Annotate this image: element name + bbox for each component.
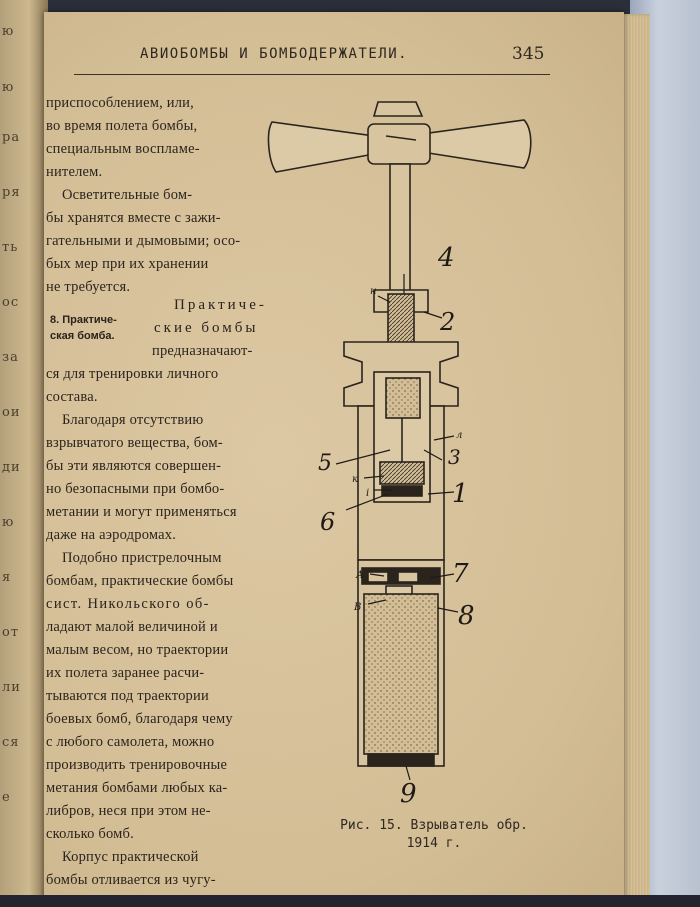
text-line: боевых бомб, благодаря чему: [46, 711, 233, 727]
label-2: 2: [440, 308, 456, 336]
label-1: 1: [452, 479, 469, 509]
label-9: 9: [400, 779, 417, 809]
prev-page-fragment: ю: [2, 80, 15, 95]
figure-caption: [314, 817, 554, 852]
text-line: Осветительные бом-: [62, 187, 193, 203]
label-i: i: [366, 488, 370, 499]
text-line: их полета заранее расчи-: [46, 665, 205, 681]
prev-page-fragment: ть: [2, 240, 19, 255]
text-line: не требуется.: [46, 279, 131, 295]
text-line: бы хранятся вместе с зажи-: [46, 210, 221, 226]
label-l: л: [456, 430, 463, 441]
prev-page-fragment: ли: [2, 680, 21, 695]
text-line: Корпус практической: [62, 849, 199, 865]
fuze-diagram: [44, 12, 624, 900]
text-line: бомбы отливается из чугу-: [46, 872, 216, 888]
label-n: н: [370, 286, 377, 297]
prev-page-fragment: ю: [2, 515, 15, 530]
side-heading-line: 8. Практиче-: [50, 314, 117, 326]
text-line: ладают малой величиной и: [46, 619, 218, 635]
label-v: В: [354, 602, 362, 613]
prev-page-fragment: ю: [2, 24, 15, 39]
prev-page-fragment: от: [2, 625, 20, 640]
text-line: бы эти являются совершен-: [46, 458, 222, 474]
label-3: 3: [448, 445, 461, 469]
prev-page-fragment: ра: [2, 130, 21, 145]
label-8: 8: [458, 601, 475, 631]
text-line: малым весом, но траектории: [46, 642, 229, 658]
text-line: ся для тренировки личного: [46, 366, 219, 382]
text-line: ские бомбы: [154, 320, 259, 336]
prev-page-fragment: я: [2, 570, 12, 585]
prev-page-fragment: ся: [2, 735, 20, 750]
label-5: 5: [318, 451, 332, 476]
text-line: но безопасными при бомбо-: [46, 481, 225, 497]
prev-page-fragment: ос: [2, 295, 20, 310]
text-line: Благодаря отсутствию: [62, 412, 204, 428]
text-line: даже на аэродромах.: [46, 527, 177, 543]
prev-page-fragment: за: [2, 350, 19, 365]
side-heading-line: ская бомба.: [50, 329, 115, 342]
label-6: 6: [320, 508, 336, 536]
text-line: взрывчатого вещества, бом-: [46, 435, 223, 451]
fuze-stem: [390, 164, 410, 292]
label-k: к: [352, 474, 358, 485]
text-line: бомбам, практические бомбы: [46, 573, 234, 589]
text-line: бых мер при их хранении: [46, 256, 209, 272]
label-7: 7: [452, 559, 469, 589]
text-line: с любого самолета, можно: [46, 734, 215, 750]
label-4: 4: [438, 243, 455, 273]
text-line: тываются под траектории: [46, 688, 209, 704]
text-line: производить тренировочные: [46, 757, 228, 773]
prev-page-fragment: ои: [2, 405, 21, 420]
prev-page-fragment: е: [2, 790, 11, 805]
text-line: предназначают-: [152, 343, 253, 359]
text-line: сист. Никольского об-: [46, 596, 210, 612]
text-line: гательными и дымовыми; осо-: [46, 233, 241, 249]
page-number: 345: [512, 44, 545, 64]
prev-page-fragment: ди: [2, 460, 21, 475]
text-line: состава.: [46, 389, 98, 405]
text-line: Практиче-: [174, 297, 267, 313]
text-line: метании и могут применяться: [46, 504, 237, 520]
propeller-vane: [269, 102, 531, 172]
text-line: Подобно пристрелочным: [62, 550, 222, 566]
book-page: [44, 12, 624, 900]
text-line: приспособлением, или,: [46, 95, 194, 111]
bottom-shadow: [0, 895, 700, 907]
label-a: А: [356, 570, 364, 581]
prev-page-fragment: ря: [2, 185, 21, 200]
caption-line: 1914 г.: [406, 835, 462, 851]
previous-page-edge: [0, 0, 48, 907]
caption-line: Рис. 15. Взрыватель обр.: [340, 818, 528, 833]
text-line: нителем.: [46, 164, 103, 180]
text-line: во время полета бомбы,: [46, 118, 198, 134]
running-title: АВИОБОМБЫ И БОМБОДЕРЖАТЕЛИ.: [140, 46, 409, 62]
text-line: специальным воспламе-: [46, 141, 200, 157]
bomb-casing: [358, 560, 444, 766]
text-line: сколько бомб.: [46, 826, 134, 842]
text-line: метания бомбами любых ка-: [46, 780, 228, 796]
text-line: либров, неся при этом не-: [46, 803, 211, 819]
